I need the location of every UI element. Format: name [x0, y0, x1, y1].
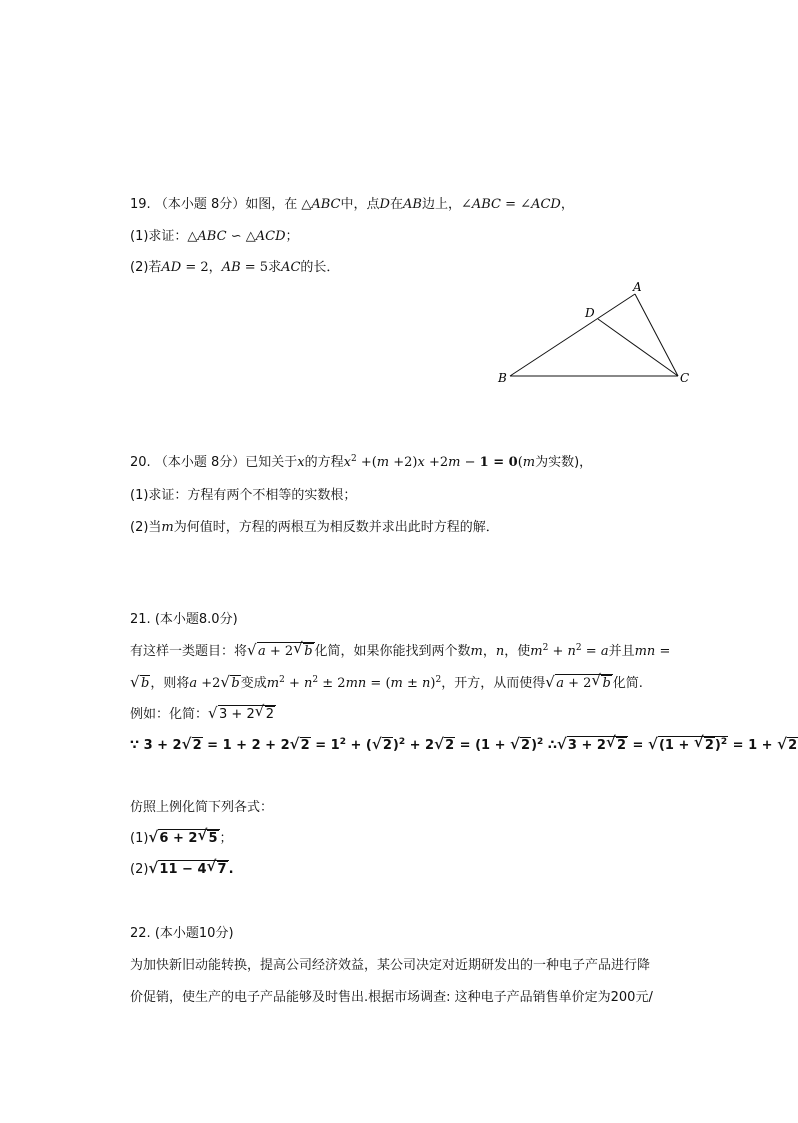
q21-header: 21. (本小题8.0分) — [130, 612, 238, 627]
label-D: D — [585, 306, 595, 320]
label-C: C — [680, 371, 690, 385]
q19-meta: （本小题 8分）如图，在 — [154, 197, 298, 212]
label-B: B — [498, 371, 507, 385]
q21-item1: (1)√ 6 + 2√ 5 ； — [130, 829, 233, 849]
q21-example-solution: ∵ 3 + 2√ 2 = 1 + 2 + 2√ $2 = 1^2$ + (√ 2)$^2$ + 2√ 2 = (1 + √ 2)$^2$ ∴√ 3 + 2√ 2 = √ (1 + √ 2)$^2$ = 1 + √ 2 — [130, 736, 798, 756]
q19-part2: (2)若AD = 2，AB = 5求AC的长． — [130, 260, 340, 275]
triangle-figure — [490, 278, 700, 393]
q21-example: 例如：化简：√ 3 + 2√ 2 — [130, 705, 276, 725]
q22-line1: 为加快新旧动能转换，提高公司经济效益，某公司决定对近期研发出的一种电子产品进行降 — [130, 958, 651, 973]
q19-number: 19. — [130, 197, 151, 212]
q19-part1: (1)求证：△ABC ∽ △ACD； — [130, 229, 299, 244]
q20-line1: 20. （本小题 8分）已知关于x的方程$x^2 +(m +2)x +2m - 1 = 0(m$为实数)， — [130, 454, 593, 470]
label-A: A — [633, 280, 642, 294]
q20-part1: (1)求证：方程有两个不相等的实数根； — [130, 488, 357, 503]
q20-part2: (2)当m为何值时，方程的两根互为相反数并求出此时方程的解． — [130, 520, 499, 535]
q21-line2: √ b，则将a +2√ b变成$m^2 + n^2 \pm 2mn = (m \pm n)^2$，开方，从而使得√ a + 2√ b 化简. — [130, 674, 643, 694]
q21-item2: (2)√ 11 − 4√ 7 . — [130, 860, 234, 880]
q22-line2: 价促销，使生产的电子产品能够及时售出.根据市场调查: 这种电子产品销售单价定为200元/ — [130, 990, 653, 1005]
q21-intro: 有这样一类题目：将√ a + 2√ b 化简，如果你能找到两个数m，n，使$m^2 + n^2 = a$并且mn = — [130, 642, 670, 662]
q22-header: 22. (本小题10分) — [130, 926, 234, 941]
q21-imitate: 仿照上例化简下列各式： — [130, 800, 274, 815]
q19-line1: 19. （本小题 8分）如图，在 △ABC中，点D在AB边上，∠ABC = ∠ACD， — [130, 197, 574, 212]
